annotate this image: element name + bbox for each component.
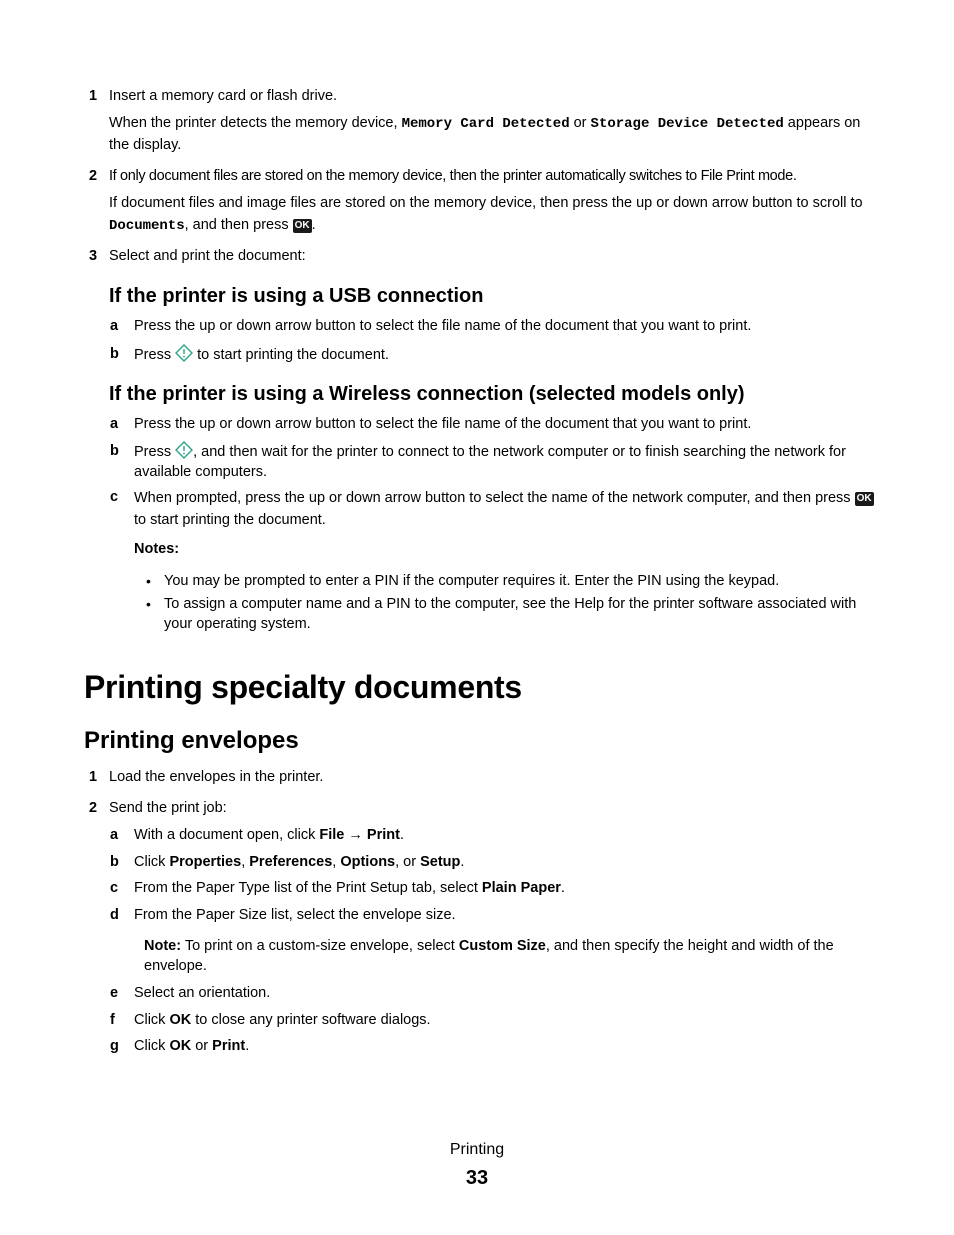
detail-text: When the printer detects the memory device, bbox=[109, 115, 402, 131]
step-text: If only document files are stored on the memory device, then the printer automatically switches to File Print mode. bbox=[109, 168, 797, 184]
detail-text: If document files and image files are stored on the memory device, then press the up or down arrow button to scroll to bbox=[109, 195, 863, 211]
option-plain-paper: Plain Paper bbox=[481, 880, 561, 896]
substep-letter: f bbox=[110, 1012, 115, 1028]
substep-letter: b bbox=[110, 443, 119, 459]
button-setup: Setup bbox=[420, 854, 461, 870]
substep-text bbox=[134, 441, 879, 482]
substep-text-part: When prompted, press the up or down arrow button to select the name of the network computer, and then press bbox=[134, 490, 855, 506]
separator: , or bbox=[395, 854, 421, 870]
menu-print: Print bbox=[366, 827, 400, 843]
start-diamond-icon bbox=[175, 441, 193, 459]
wireless-heading: If the printer is using a Wireless connection (selected models only) bbox=[109, 383, 745, 405]
substep-text bbox=[134, 852, 879, 872]
detail-text: appears on the display. bbox=[109, 115, 861, 153]
step-number: 2 bbox=[89, 168, 98, 184]
button-ok: OK bbox=[169, 1012, 192, 1028]
substep-text-part: to close any printer software dialogs. bbox=[191, 1012, 431, 1028]
display-message: Storage Device Detected bbox=[590, 116, 784, 132]
substep-letter: c bbox=[110, 880, 119, 896]
note-label: Note: bbox=[144, 938, 182, 954]
note-item: To assign a computer name and a PIN to the computer, see the Help for the printer software associated with your operating system. bbox=[164, 596, 857, 632]
substep-text: Press the up or down arrow button to select the file name of the document that you want to print. bbox=[134, 318, 752, 334]
substep-text bbox=[134, 1010, 879, 1030]
footer-section-name: Printing bbox=[449, 1141, 505, 1158]
ok-button-icon: OK bbox=[856, 493, 872, 504]
button-print: Print bbox=[212, 1038, 246, 1054]
substep-text: From the Paper Size list, select the envelope size. bbox=[134, 907, 456, 923]
step-number: 1 bbox=[89, 88, 98, 104]
button-properties: Properties bbox=[169, 854, 242, 870]
substep-letter: a bbox=[110, 416, 119, 432]
page-number: 33 bbox=[465, 1167, 489, 1189]
detail-text: , and then press bbox=[184, 217, 293, 233]
detail-text: or bbox=[569, 115, 591, 131]
substep-text-part: Press bbox=[134, 347, 176, 363]
step-detail bbox=[109, 113, 879, 156]
note-item: You may be prompted to enter a PIN if the computer requires it. Enter the PIN using the keypad. bbox=[164, 573, 780, 589]
step-detail bbox=[109, 192, 879, 237]
substep-text: Press the up or down arrow button to select the file name of the document that you want to print. bbox=[134, 416, 752, 432]
substep-text bbox=[134, 487, 879, 531]
step-text: Send the print job: bbox=[109, 800, 227, 816]
substep-text bbox=[134, 1036, 879, 1056]
detail-text: . bbox=[311, 217, 316, 233]
substep-text-part: to start printing the document. bbox=[193, 347, 389, 363]
substep-text bbox=[134, 878, 879, 898]
button-ok: OK bbox=[169, 1038, 192, 1054]
substep-text-part: , and then wait for the printer to connect to the network computer or to finish searching the network for available computers. bbox=[134, 444, 846, 480]
substep-text bbox=[134, 344, 879, 365]
button-options: Options bbox=[340, 854, 396, 870]
note-text: , and then specify the height and width of the envelope. bbox=[144, 938, 834, 974]
substep-text-part: . bbox=[245, 1038, 250, 1054]
step-number: 2 bbox=[89, 800, 98, 816]
step-number: 3 bbox=[89, 248, 98, 264]
substep-text-part: . bbox=[460, 854, 465, 870]
button-preferences: Preferences bbox=[249, 854, 333, 870]
start-diamond-icon bbox=[175, 344, 193, 362]
substep-text bbox=[134, 825, 879, 845]
substep-text-part: to start printing the document. bbox=[134, 512, 326, 528]
note-text: To print on a custom-size envelope, select bbox=[181, 938, 459, 954]
substep-text-part: Press bbox=[134, 444, 176, 460]
step-text: Insert a memory card or flash drive. bbox=[109, 88, 338, 104]
substep-text-part: Click bbox=[134, 1038, 170, 1054]
envelope-note bbox=[144, 936, 879, 976]
bullet: • bbox=[146, 596, 151, 612]
step-text: Select and print the document: bbox=[109, 248, 306, 264]
substep-text-part: . bbox=[399, 827, 404, 843]
usb-heading: If the printer is using a USB connection bbox=[109, 285, 484, 307]
substep-letter: g bbox=[110, 1038, 119, 1054]
substep-letter: e bbox=[110, 985, 119, 1001]
ok-button-icon: OK bbox=[294, 220, 310, 231]
step-number: 1 bbox=[89, 769, 98, 785]
substep-letter: c bbox=[110, 489, 119, 505]
notes-label: Notes: bbox=[134, 541, 180, 557]
substep-letter: d bbox=[110, 907, 119, 923]
bullet: • bbox=[146, 573, 151, 589]
substep-letter: a bbox=[110, 318, 119, 334]
subsection-title: Printing envelopes bbox=[84, 727, 299, 754]
substep-text-part: With a document open, click bbox=[134, 827, 320, 843]
substep-letter: b bbox=[110, 854, 119, 870]
menu-item-name: Documents bbox=[109, 218, 185, 234]
step-text: Load the envelopes in the printer. bbox=[109, 769, 324, 785]
separator: , bbox=[332, 854, 341, 870]
display-message: Memory Card Detected bbox=[401, 116, 570, 132]
substep-letter: a bbox=[110, 827, 119, 843]
substep-text-part: From the Paper Type list of the Print Setup tab, select bbox=[134, 880, 482, 896]
substep-text: Select an orientation. bbox=[134, 985, 271, 1001]
menu-file: File bbox=[319, 827, 345, 843]
substep-text-part: or bbox=[191, 1038, 213, 1054]
substep-text-part: . bbox=[560, 880, 565, 896]
substep-text-part: Click bbox=[134, 1012, 170, 1028]
option-custom-size: Custom Size bbox=[458, 938, 546, 954]
substep-text-part: Click bbox=[134, 854, 170, 870]
separator: , bbox=[241, 854, 250, 870]
arrow-icon: → bbox=[344, 827, 367, 843]
section-title: Printing specialty documents bbox=[84, 669, 522, 705]
substep-letter: b bbox=[110, 346, 119, 362]
